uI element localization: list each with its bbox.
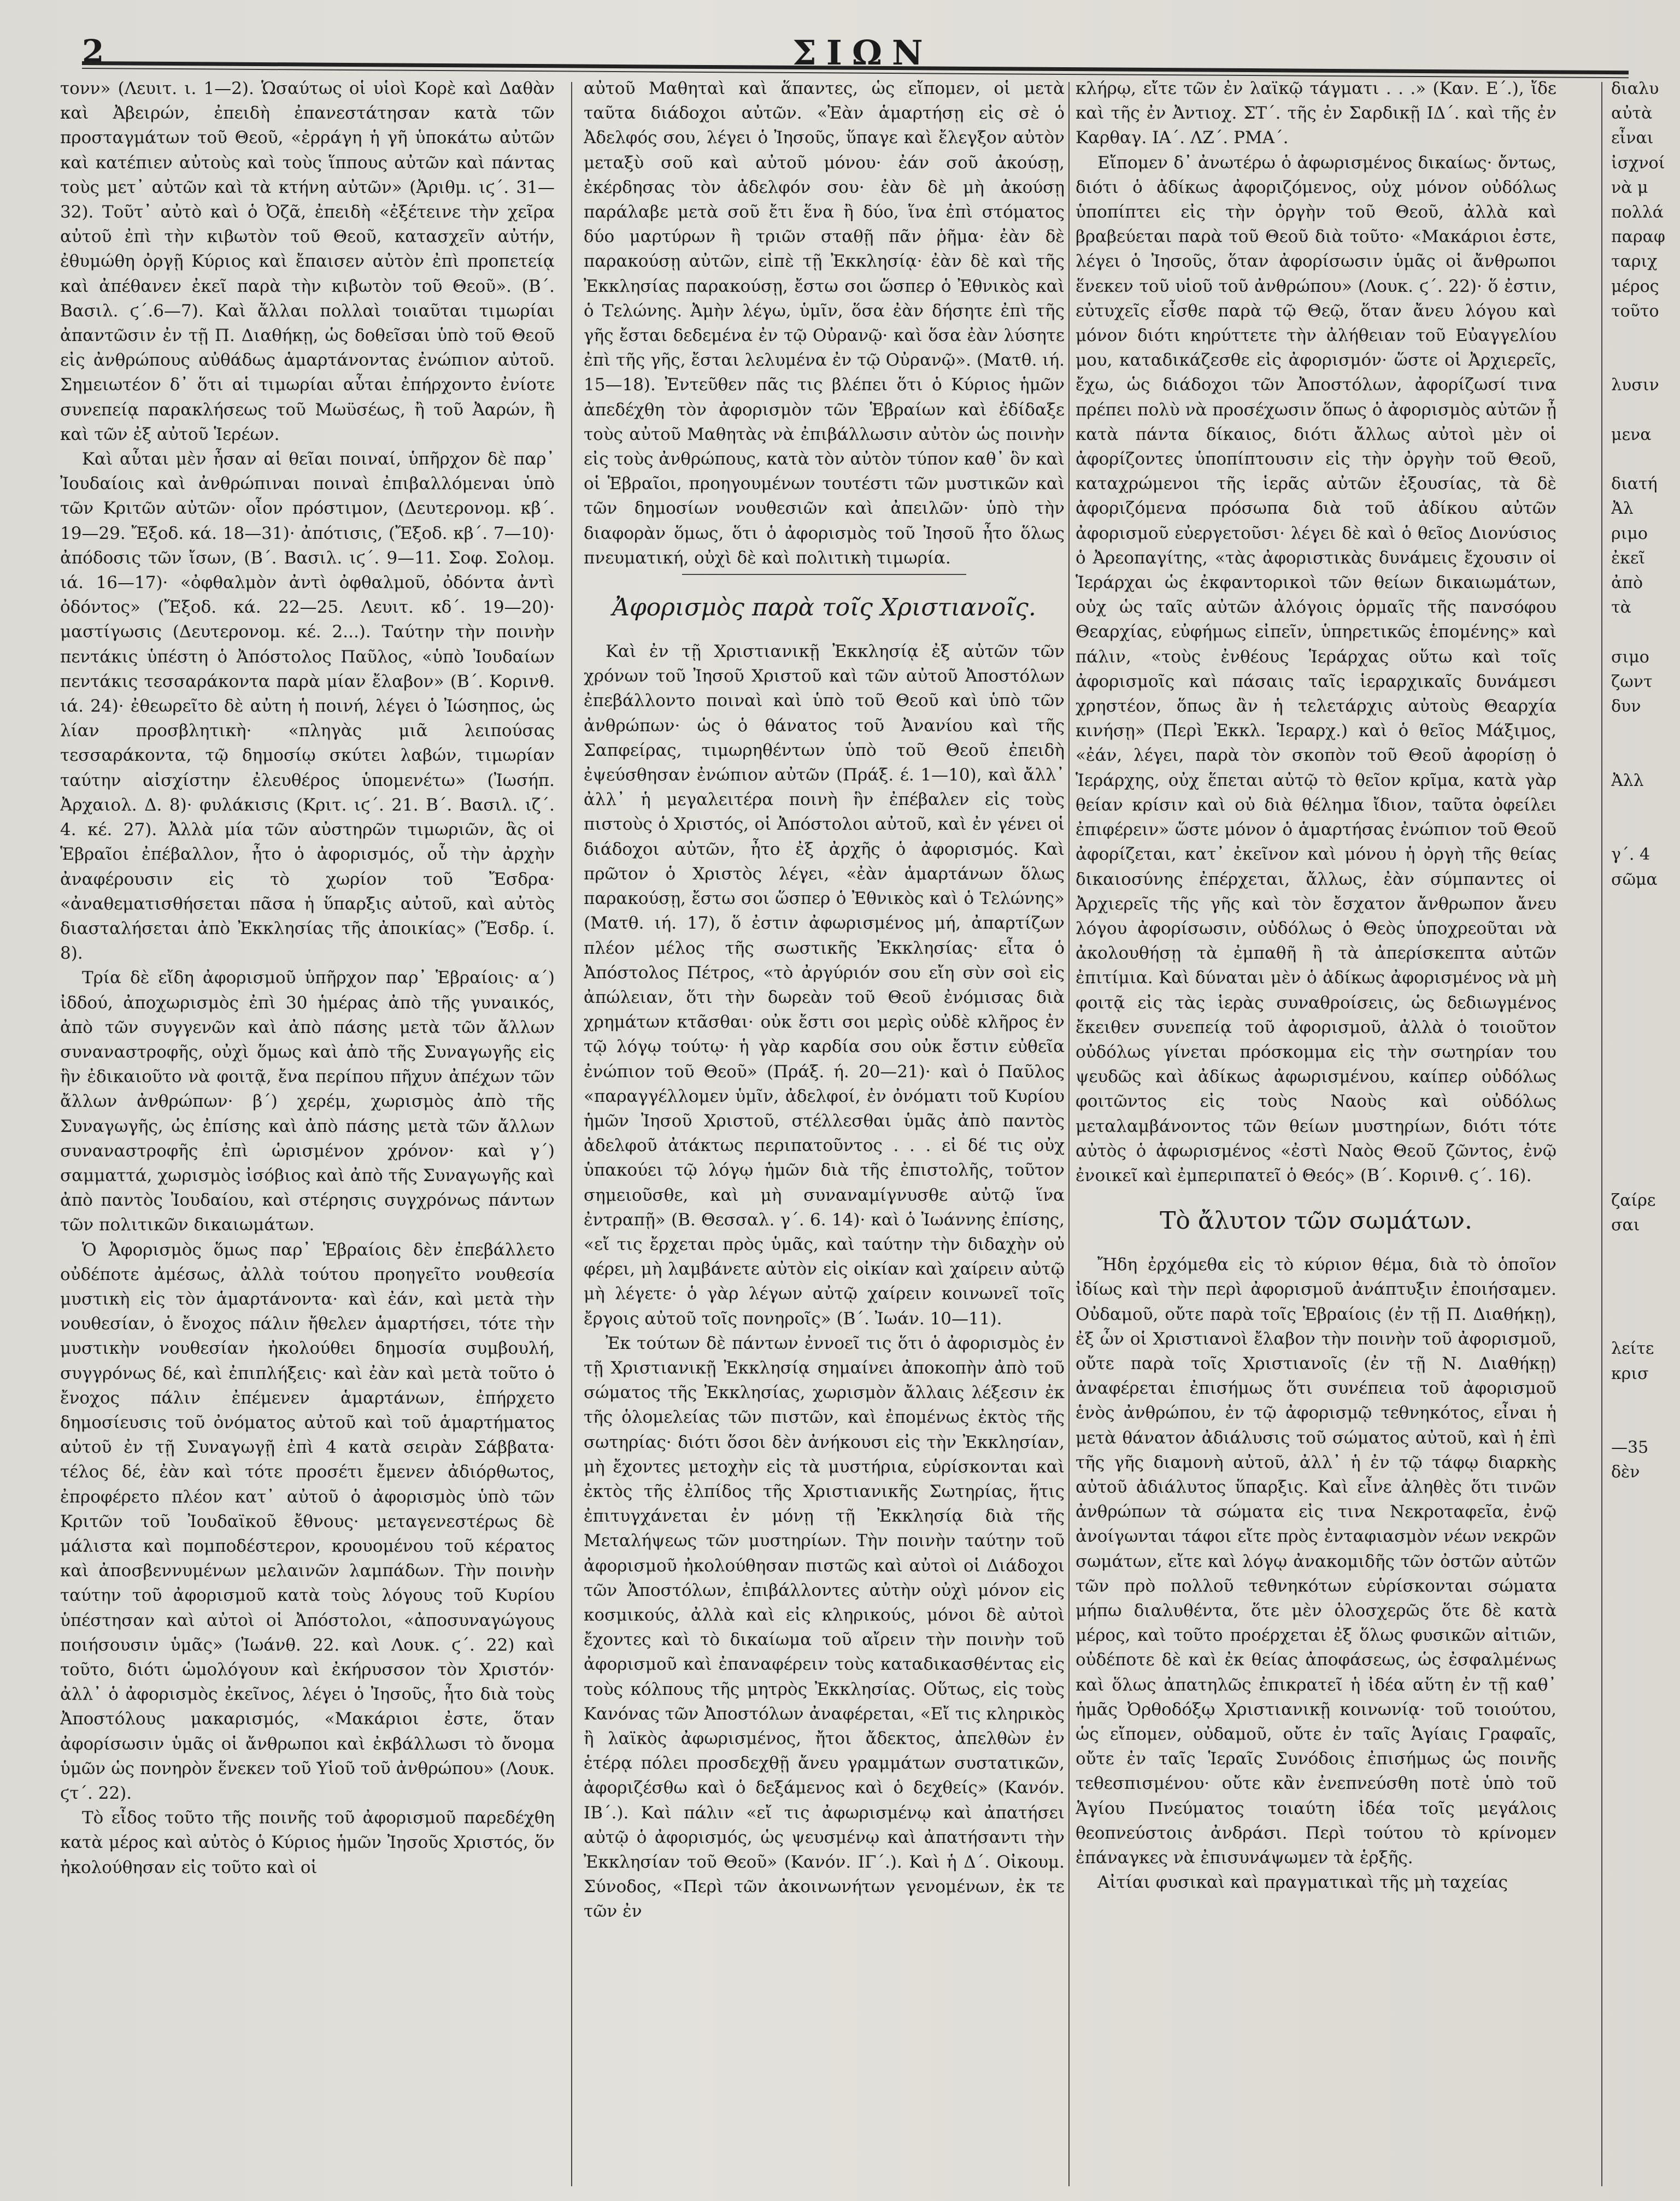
page-number: 2: [82, 33, 105, 70]
paragraph: Ἤδη ἐρχόμεθα εἰς τὸ κύριον θέμα, διὰ τὸ ὁποῖον ἰδίως καὶ τὴν περὶ ἀφορισμοῦ ἀνάπτυξιν ἐποιήσαμεν. Οὐδαμοῦ, οὔτε παρὰ τοῖς Ἑβραίοις (ἐν τῇ Π. Διαθήκῃ), ἐξ ὧν οἱ Χριστιανοὶ ἔλαβον τὴν ποινὴν τοῦ ἀφορισμοῦ, οὔτε παρὰ τοῖς Χριστιανοῖς (ἐν τῇ Ν. Διαθήκῃ) ἀναφέρεται ἐπισήμως ὅτι συνέπεια τοῦ ἀφορισμοῦ ἑνὸς ἀνθρώπου, ἐν τῷ ἀφορισμῷ τεθνηκότος, εἶναι ἡ μετὰ θάνατον ἀδιάλυσις τοῦ σώματος αὐτοῦ, καὶ ἡ ἐπὶ τῆς γῆς διαμονὴ αὐτοῦ, ἀλλ᾽ ἡ ἐν τῷ τάφῳ διαρκὴς αὐτοῦ ἀδιάλυτος ὕπαρξις. Καὶ εἶνε ἀληθὲς ὅτι τινῶν ἀνθρώπων τὰ σώματα εἰς τινα Νεκροταφεῖα, ἐνῷ ἀνοίγωνται τάφοι εἴτε πρὸς ἐνταφιασμὸν νέων νεκρῶν σωμάτων, εἴτε καὶ λόγῳ ἀνακομιδῆς τῶν ὀστῶν αὐτῶν τῶν πρὸ πολλοῦ τεθνηκότων εὑρίσκονται σώματα μήπω διαλυθέντα, ὅτε μὲν ὁλοσχερῶς ὅτε δὲ κατὰ μέρος, καὶ τοῦτο προέρχεται ἐξ ὅλως φυσικῶν αἰτιῶν, οὐδέποτε δὲ καὶ ἐκ θείας ἀποφάσεως, ὡς ἐσφαλμένως καὶ ὅλως ἀπατηλῶς ἐπικρατεῖ ἡ ἰδέα αὕτη ἐν τῇ καθ᾽ ἡμᾶς Ὀρθοδόξῳ Χριστιανικῇ κοινωνίᾳ· τοῦ τοιούτου, ὡς εἴπομεν, οὐδαμοῦ, οὔτε ἐν ταῖς Ἁγίαις Γραφαῖς, οὔτε ἐν ταῖς Ἱεραῖς Συνόδοις ἐπισήμως ὡς ποινῆς τεθεσπισμένου· οὔτε κἂν ἐνεπνεύσθη ποτὲ ὑπὸ τοῦ Ἁγίου Πνεύματος τοιαύτη ἰδέα τοῖς μεγάλοις θεοπνεύστοις ἀνδράσι. Περὶ τούτου τὸ κρίνομεν ἐπάναγκες νὰ ἐπισυνάψωμεν τὰ ἑρξῆς.: [1076, 1255, 1556, 1868]
partial-line: παραφ: [1611, 227, 1665, 247]
paragraph: Τὸ εἶδος τοῦτο τῆς ποινῆς τοῦ ἀφορισμοῦ παρεδέχθη κατὰ μέρος καὶ αὐτὸς ὁ Κύριος ἡμῶν Ἰησοῦς Χριστός, ὅν ἠκολούθησαν εἰς τοῦτο καὶ οἱ: [60, 1808, 555, 1877]
partial-line: μέρος: [1611, 277, 1659, 296]
partial-line: [1611, 447, 1680, 472]
partial-line: ριμο: [1611, 524, 1648, 543]
column-divider: [571, 82, 572, 2186]
paragraph: Καὶ ἐν τῇ Χριστιανικῇ Ἐκκλησίᾳ ἐξ αὐτῶν τῶν χρόνων τοῦ Ἰησοῦ Χριστοῦ καὶ τῶν αὐτοῦ Ἀποστόλων ἐπεβάλλοντο ποιναὶ καὶ ὑπὸ τοῦ Θεοῦ καὶ ὑπὸ τῶν ἀνθρώπων· ὡς ὁ θάνατος τοῦ Ἀνανίου καὶ τῆς Σαπφείρας, τιμωρηθέντων ὑπὸ τοῦ Θεοῦ ἐπειδὴ ἐψεύσθησαν ἐνώπιον αὐτῶν (Πράξ. έ. 1—10), καὶ ἄλλ᾽ ἀλλ᾽ ἡ μεγαλειτέρα ποινὴ ἣν ἐπέβαλεν εἰς τοὺς πιστοὺς ὁ Χριστός, οἱ Ἀπόστολοι αὐτοῦ, καὶ ἐν γένει οἱ διάδοχοι αὐτῶν, ἦτο ἐξ ἀρχῆς ὁ ἀφορισμός. Καὶ πρῶτον ὁ Χριστὸς λέγει, «ἐὰν ἁμαρτάνων ὅλως παρακούσῃ, ἔστω σοι ὥσπερ ὁ Ἐθνικὸς καὶ ὁ Τελώνης» (Ματθ. ιή. 17), ὅ ἐστιν ἀφωρισμένος μή, ἀπαρτίζων πλέον μέλος τῆς σωστικῆς Ἐκκλησίας· εἶτα ὁ Ἀπόστολος Πέτρος, «τὸ ἀργύριόν σου εἴη σὺν σοὶ εἰς ἀπώλειαν, ὅτι τὴν δωρεὰν τοῦ Θεοῦ ἐνόμισας διὰ χρημάτων κτᾶσθαι· οὐκ ἔστι σοι μερὶς οὐδὲ κλῆρος ἐν τῷ λόγῳ τούτῳ· ἡ γὰρ καρδία σου οὐκ ἔστιν εὐθεῖα ἐνώπιον τοῦ Θεοῦ» (Πράξ. ή. 20—21)· καὶ ὁ Παῦλος «παραγγέλλομεν ὑμῖν, ἀδελφοί, ἐν ὀνόματι τοῦ Κυρίου ἡμῶν Ἰησοῦ Χριστοῦ, στέλλεσθαι ὑμᾶς ἀπὸ παντὸς ἀδελφοῦ ἀτάκτως περιπατοῦντος . . . εἰ δέ τις οὐχ ὑπακούει τῷ λόγῳ ἡμῶν διὰ τῆς ἐπιστολῆς, τοῦτον σημειοῦσθε, καὶ μὴ συναναμίγνυσθε αὐτῷ ἵνα ἐντραπῇ» (Β. Θεσσαλ. γ΄. 6. 14)· καὶ ὁ Ἰωάννης ἐπίσης, «εἴ τις ἔρχεται πρὸς ὑμᾶς, καὶ ταύτην τὴν διδαχὴν οὐ φέρει, μὴ λαμβάνετε αὐτὸν εἰς οἰκίαν καὶ χαίρειν αὐτῷ μὴ λέγετε· ὁ γὰρ λέγων αὐτῷ χαίρειν κοινωνεῖ τοῖς ἔργοις αὐτοῦ τοῖς πονηροῖς» (Β΄. Ἰωάν. 10—11).: [584, 642, 1065, 1329]
column-4-partial: [1611, 77, 1680, 2186]
partial-line: ἰσχνοί: [1611, 153, 1665, 173]
partial-line: γ΄. 4: [1611, 845, 1650, 865]
partial-line: ζωντ: [1611, 672, 1653, 691]
partial-line: [1611, 1411, 1680, 1435]
column-divider: [1601, 82, 1602, 2186]
partial-line: διαλυ: [1611, 79, 1659, 98]
paragraph: τονν» (Λευιτ. ι. 1—2). Ὡσαύτως οἱ υἱοὶ Κορὲ καὶ Δαθὰν καὶ Ἀβειρών, ἐπειδὴ ἐπανεστάτησαν κατὰ τῶν προσταγμάτων τοῦ Θεοῦ, «ἐρράγη ἡ γῆ ὑποκάτω αὐτῶν καὶ κατέπιεν αὐτοὺς καὶ τοὺς ἵππους αὐτῶν καὶ πάντας τοὺς μετ᾽ αὐτῶν καὶ τὰ κτήνη αὐτῶν» (Ἀριθμ. ιϛ΄. 31—32). Τοῦτ᾽ αὐτὸ καὶ ὁ Ὀζᾶ, ἐπειδὴ «ἐξέτεινε τὴν χεῖρα αὐτοῦ ἐπὶ τὴν κιβωτὸν τοῦ Θεοῦ, κατασχεῖν αὐτήν, ἐθυμώθη ὀργῇ Κύριος καὶ ἔπαισεν αὐτὸν ἐπὶ προπετείᾳ καὶ ἀπέθανεν ἐκεῖ παρὰ τὴν κιβωτὸν τοῦ Θεοῦ». (Β΄. Βασιλ. ϛ΄.6—7). Καὶ ἄλλαι πολλαὶ τοιαῦται τιμωρίαι ἀπαντῶσιν ἐν τῇ Π. Διαθήκῃ, ὡς δοθεῖσαι ὑπὸ τοῦ Θεοῦ εἰς ἀνθρώπους αὐθάδως ἁμαρτάνοντας ἐνώπιον αὐτοῦ. Σημειωτέον δ᾽ ὅτι αἱ τιμωρίαι αὗται ἐπήρχοντο ἐνίοτε συνεπείᾳ παρακλήσεως τοῦ Μωϋσέως, ἢ τοῦ Ἀαρών, ἢ καὶ τῶν ἐξ αὐτοῦ Ἱερέων.: [60, 79, 555, 444]
partial-line: πολλά: [1611, 203, 1664, 222]
partial-line: [1611, 1040, 1680, 1065]
partial-line: [1611, 1312, 1680, 1336]
partial-line: [1611, 398, 1680, 422]
partial-line: [1611, 818, 1680, 842]
paragraph: Ἐκ τούτων δὲ πάντων ἐννοεῖ τις ὅτι ὁ ἀφορισμὸς ἐν τῇ Χριστιανικῇ Ἐκκλησίᾳ σημαίνει ἀποκοπὴν ἀπὸ τοῦ σώματος τῆς Ἐκκλησίας, χωρισμὸν ἄλλαις λέξεσιν ἐκ τῆς ὁλομελείας τῶν πιστῶν, καὶ ἐπομένως ἐκτὸς τῆς σωτηρίας· διότι ὅσοι δὲν ἀνήκουσι εἰς τὴν Ἐκκλησίαν, μὴ ἔχοντες μετοχὴν εἰς τὰ μυστήρια, εὑρίσκονται καὶ ἐκτὸς τῆς ἐλπίδος τῆς Χριστιανικῆς Σωτηρίας, ἥτις ἐπιτυγχάνεται ἐν μόνῃ τῇ Ἐκκλησίᾳ διὰ τῆς Μεταλήψεως τῶν μυστηρίων. Τὴν ποινὴν ταύτην τοῦ ἀφορισμοῦ ἠκολούθησαν πιστῶς καὶ αὐτοὶ οἱ Διάδοχοι τῶν Ἀποστόλων, ἐπιβάλλοντες αὐτὴν οὐχὶ μόνον εἰς κοσμικούς, ἀλλὰ καὶ εἰς κληρικούς, μόνοι δὲ αὐτοὶ ἔχοντες καὶ τὸ δικαίωμα τοῦ αἴρειν τὴν ποινὴν τοῦ ἀφορισμοῦ καὶ ἐπαναφέρειν τοὺς καταδικασθέντας εἰς τοὺς κόλπους τῆς μητρὸς Ἐκκλησίας. Οὕτως, εἰς τοὺς Κανόνας τῶν Ἀποστόλων ἀναφέρεται, «Εἴ τις κληρικὸς ἢ λαϊκὸς ἀφωρισμένος, ἤτοι ἄδεκτος, ἀπελθὼν ἐν ἑτέρᾳ πόλει προσδεχθῇ ἄνευ γραμμάτων συστατικῶν, ἀφοριζέσθω καὶ ὁ δεξάμενος καὶ ὁ δεχθείς» (Κανόν. ΙΒ΄.). Καὶ πάλιν «εἴ τις ἀφωρισμένῳ καὶ ἀπατήσει αὐτῷ ὁ ἀφορισμός, ὡς ψευσμένῳ καὶ ἀπατήσαντι τὴν Ἐκκλησίαν τοῦ Θεοῦ» (Κανόν. ΙΓ΄.). Καὶ ἡ Δ΄. Οἰκουμ. Σύνοδος, «Περὶ τῶν ἀκοινωνήτων γενομένων, ἐκ τε τῶν ἐν: [584, 1333, 1065, 1922]
partial-line: [1611, 966, 1680, 990]
partial-line: τοῦτο: [1611, 301, 1659, 321]
section-rule: [682, 574, 966, 575]
partial-line: νὰ μ: [1611, 178, 1648, 197]
partial-line: μενα: [1611, 425, 1652, 444]
section-heading: Ἀφορισμὸς παρὰ τοῖς Χριστιανοῖς.: [612, 594, 1036, 622]
partial-line: [1611, 941, 1680, 966]
column-divider: [1068, 82, 1070, 2186]
partial-line: [1611, 1238, 1680, 1263]
paragraph: αὐτοῦ Μαθηταὶ καὶ ἅπαντες, ὡς εἴπομεν, οἱ μετὰ ταῦτα διάδοχοι αὐτῶν. «Ἐὰν ἁμαρτήσῃ εἰς σὲ ὁ Ἀδελφός σου, λέγει ὁ Ἰησοῦς, ὕπαγε καὶ ἔλεγξον αὐτὸν μεταξὺ σοῦ καὶ αὐτοῦ μόνου· ἐάν σοῦ ἀκούσῃ, ἐκέρδησας τὸν ἀδελφόν σου· ἐὰν δὲ μὴ ἀκούσῃ παράλαβε μετὰ σοῦ ἔτι ἕνα ἢ δύο, ἵνα ἐπὶ στόματος δύο μαρτύρων ἢ τριῶν σταθῇ πᾶν ῥῆμα· ἐὰν δὲ παρακούσῃ αὐτῶν, εἰπὲ τῇ Ἐκκλησίᾳ· ἐὰν δὲ καὶ τῆς Ἐκκλησίας παρακούσῃ, ἔστω σοι ὥσπερ ὁ Ἐθνικὸς καὶ ὁ Τελώνης. Ἀμὴν λέγω, ὑμῖν, ὅσα ἐὰν δήσητε ἐπὶ τῆς γῆς ἔσται δεδεμένα ἐν τῷ Οὐρανῷ· καὶ ὅσα ἐὰν λύσητε ἐπὶ τῆς γῆς, ἔσται λελυμένα ἐν τῷ Οὐρανῷ». (Ματθ. ιή. 15—18). Ἐντεῦθεν πᾶς τις βλέπει ὅτι ὁ Κύριος ἡμῶν ἀπεδέχθη τὸν ἀφορισμὸν τῶν Ἑβραίων καὶ ἐδίδαξε τοὺς αὐτοῦ Μαθητὰς νὰ ἐπιβάλλωσιν αὐτὸν ὡς ποινὴν εἰς τοὺς ἀνθρώπους, κατὰ τὸν αὐτὸν τύπον καθ᾽ ὃν καὶ οἱ Ἑβραῖοι, προηγουμένων τουτέστι τῶν μυστικῶν καὶ τῶν δημοσίων νουθεσιῶν καὶ ἀπειλῶν· ὑπὸ τὴν διαφορὰν ὅμως, ὅτι ὁ ἀφορισμὸς τοῦ Ἰησοῦ ἦτο ὅλως πνευματική, οὐχὶ δὲ καὶ πολιτικὴ τιμωρία.: [584, 79, 1065, 568]
paragraph: Εἴπομεν δ᾽ ἀνωτέρω ὁ ἀφωρισμένος δικαίως· ὄντως, διότι ὁ ἀδίκως ἀφοριζόμενος, οὐχ μόνον οὐδόλως ὑποπίπτει εἰς τὴν ὀργὴν τοῦ Θεοῦ, ἀλλὰ καὶ βραβεύεται παρὰ τοῦ Θεοῦ διὰ τοῦτο· «Μακάριοι ἐστε, λέγει ὁ Ἰησοῦς, ὅταν ἀφορίσωσιν ὑμᾶς οἱ ἄνθρωποι ἕνεκεν τοῦ υἱοῦ τοῦ ἀνθρώπου» (Λουκ. ϛ΄. 22)· ὅ ἐστιν, εὐτυχεῖς εἶσθε παρὰ τῷ Θεῷ, ὅταν ἄνευ λόγου καὶ μόνον διότι κηρύττετε τὴν ἀλήθειαν τοῦ Εὐαγγελίου μου, καταδικάζεσθε εἰς ἀφορισμόν· ὥστε οἱ Ἀρχιερεῖς, ἔχω, ὡς διάδοχοι τῶν Ἀποστόλων, ἀφορίζωσί τινα πρέπει πολὺ νὰ προσέχωσιν ὅπως ὁ ἀφορισμὸς αὐτῶν ᾖ κατὰ πάντα δίκαιος, διότι ἄλλως αὐτοὶ μὲν οἱ ἀφορίζοντες ὑποπίπτουσιν εἰς τὴν ὀργὴν τοῦ Θεοῦ, καταχρώμενοι τῆς ἱερᾶς αὐτῶν ἐξουσίας, τὰ δὲ ἀφοριζόμενα πρόσωπα διὰ τοῦ ἀδίκου αὐτῶν ἀφορισμοῦ εὐεργετοῦσι· λέγει δὲ καὶ ὁ θεῖος Διονύσιος ὁ Ἀρεοπαγίτης, «τὰς ἀφοριστικὰς δυνάμεις ἔχουσιν οἱ Ἱεράρχαι ὡς ἐκφαντορικοὶ τῶν θείων δικαιωμάτων, οὐχ ὡς ταῖς αὐτῶν ἀλόγοις ὁρμαῖς τῆς πανσόφου Θεαρχίας, εὐφήμως εἰπεῖν, ὑπηρετικῶς ἑπομένης» καὶ πάλιν, «τοὺς ἐνθέους Ἱεράρχας οὕτω καὶ τοῖς ἀφορισμοῖς καὶ πάσαις ταῖς ἱεραρχικαῖς δυνάμεσι χρηστέον, ὅπως ἂν ἡ τελετάρχις αὐτοὺς Θεαρχία κινήσῃ» (Περὶ Ἐκκλ. Ἱεραρχ.) καὶ ὁ θεῖος Μάξιμος, «ἐάν, λέγει, παρὰ τὸν σκοπὸν τοῦ Θεοῦ ἀφορίσῃ ὁ Ἱεράρχης, οὐχ ἕπεται αὐτῷ τὸ θεῖον κρῖμα, κατὰ γὰρ θείαν κρίσιν καὶ οὐ διὰ θέλημα ἴδιον, ταῦτα ὀφείλει ἐπιφέρειν» ὥστε μόνον ὁ ἁμαρτήσας ἐνώπιον τοῦ Θεοῦ ἀφορίζεται, κατ᾽ ἐκεῖνον καὶ μόνου ἡ ὀργὴ τῆς θείας δικαιοσύνης ἐπέρχεται, ἄλλως, ἐὰν σύμπαντες οἱ Ἀρχιερεῖς τῆς γῆς καὶ τὸν ἔσχατον ἄνθρωπον ἄνευ λόγου ἀφορίσωσιν, οὐδόλως ὁ Θεὸς ὑποχρεοῦται νὰ ἀκολουθήσῃ τὰ ἐμπαθῆ ἢ τὰ ἀπερίσκεπτα αὐτῶν ἐπιτίμια. Καὶ δύναται μὲν ὁ ἀδίκως ἀφορισμένος νὰ μὴ φοιτᾷ εἰς τὰς ἱερὰς συναθροίσεις, ὡς δεδιωγμένος ἔκειθεν συνεπείᾳ τοῦ ἀφορισμοῦ, ἀλλὰ ὁ τοιοῦτον οὐδόλως γίνεται πρόσκομμα εἰς τὴν σωτηρίαν του ψευδῶς καὶ ἀδίκως ἀφωρισμένου, καίπερ οὐδόλως φοιτῶντος εἰς τοὺς Ναοὺς καὶ οὐδόλως μεταλαμβάνοντος τῶν θείων μυστηρίων, διότι τότε αὐτὸς ὁ ἀφωρισμένος «ἐστὶ Ναὸς Θεοῦ ζῶντος, ἐνῷ ἐνοικεῖ καὶ ἐμπεριπατεῖ ὁ Θεός» (Β΄. Κορινθ. ϛ΄. 16).: [1076, 152, 1556, 1185]
partial-line: ἀπὸ: [1611, 573, 1643, 593]
partial-line: [1611, 743, 1680, 768]
partial-line: τὰ: [1611, 598, 1631, 618]
partial-line: σῶμα: [1611, 870, 1658, 889]
partial-line: [1611, 1139, 1680, 1164]
partial-line: [1611, 620, 1680, 644]
partial-line: σαι: [1611, 1216, 1640, 1235]
partial-line: [1611, 1287, 1680, 1312]
partial-line: Ἀλλ: [1611, 771, 1644, 790]
partial-line: λυσιν: [1611, 375, 1659, 395]
partial-line: εἶναι: [1611, 128, 1654, 148]
partial-line: [1611, 1164, 1680, 1188]
partial-line: Ἀλ: [1611, 499, 1634, 519]
paragraph: Ὁ Ἀφορισμὸς ὅμως παρ᾽ Ἑβραίοις δὲν ἐπεβάλλετο οὐδέποτε ἀμέσως, ἀλλὰ τούτου προηγεῖτο νουθεσία μυστικὴ εἰς τὸν ἁμαρτάνοντα· καὶ ἐάν, καὶ μετὰ τὴν νουθεσίαν, ὁ ἔνοχος πάλιν ἤθελεν ἁμαρτήσει, τότε τὴν μυστικὴν νουθεσίαν ἠκολούθει δημοσία συμβουλή, συγγρόνως δέ, καὶ ἐπιπλήξεις· καὶ ἐὰν καὶ μετὰ τοῦτο ὁ ἔνοχος πάλιν ἐπέμενεν ἁμαρτάνων, ἐπήρχετο δημοσίευσις τοῦ ὀνόματος αὐτοῦ καὶ τοῦ ἁμαρτήματος αὐτοῦ ἐν τῇ Συναγωγῇ ἐπὶ 4 κατὰ σειρὰν Σάββατα· τέλος δέ, ἐὰν καὶ τότε προσέτι ἔμενεν ἀδιόρθωτος, ἐπροφέρετο πλέον κατ᾽ αὐτοῦ ὁ ἀφορισμὸς ὑπὸ τῶν Κριτῶν τοῦ Ἰουδαϊκοῦ ἔθνους· μεταγενεστέρως δὲ μάλιστα καὶ πομποδέστερον, κρουομένου τοῦ κέρατος καὶ ἀποσβεννυμένων μελαινῶν λαμπάδων. Τὴν ποινὴν ταύτην τοῦ ἀφορισμοῦ κατὰ τοὺς λόγους τοῦ Κυρίου ὑπέστησαν καὶ αὐτοὶ οἱ Ἀπόστολοι, «ἀποσυναγώγους ποιήσουσιν ὑμᾶς» (Ἰωάνθ. 22. καὶ Λουκ. ϛ΄. 22) καὶ τοῦτο, διότι ὡμολόγουν καὶ ἐκήρυσσον τὸν Χριστόν· ἀλλ᾽ ὁ ἀφορισμὸς ἐκεῖνος, λέγει ὁ Ἰησοῦς, ἦτο διὰ τοὺς Ἀποστόλους μακαρισμός, «Μακάριοι ἐστε, ὅταν ἀφορίσωσιν ὑμᾶς οἱ ἄνθρωποι καὶ ἐκβάλλωσι τὸ ὄνομα ὑμῶν ὡς πονηρὸν ἕνεκεν τοῦ Υἱοῦ τοῦ ἀνθρώπου» (Λουκ. ϛτ΄. 22).: [60, 1240, 555, 1804]
partial-line: [1611, 1114, 1680, 1139]
partial-line: [1611, 719, 1680, 743]
paragraph: Αἰτίαι φυσικαὶ καὶ πραγματικαὶ τῆς μὴ ταχείας: [1097, 1873, 1508, 1893]
partial-line: διατή: [1611, 474, 1658, 494]
partial-line: [1611, 1386, 1680, 1411]
paragraph: Καὶ αὗται μὲν ἦσαν αἱ θεῖαι ποιναί, ὑπῆρχον δὲ παρ᾽ Ἰουδαίοις καὶ ἀνθρώπιναι ποιναὶ ἐπιβαλλόμεναι ὑπὸ τῶν Κριτῶν αὐτῶν· οἷον πρόστιμον, (Δευτερονομ. κβ΄. 19—29. Ἔξοδ. κά. 18—31)· ἀπότισις, (Ἔξοδ. κβ΄. 7—10)· ἀπόδοσις τῶν ἴσων, (Β΄. Βασιλ. ιϛ΄. 9—11. Σοφ. Σολομ. ιά. 16—17)· «ὀφθαλμὸν ἀντὶ ὀφθαλμοῦ, ὀδόντα ἀντὶ ὀδόντος» (Ἔξοδ. κά. 22—25. Λευιτ. κδ΄. 19—20)· μαστίγωσις (Δευτερονομ. κέ. 2...). Ταύτην τὴν ποινὴν πεντάκις ὑπέστη ὁ Ἀπόστολος Παῦλος, «ὑπὸ Ἰουδαίων πεντάκις τεσσαράκοντα παρὰ μίαν ἔλαβον» (Β΄. Κορινθ. ιά. 24)· ἐθεωρεῖτο δὲ αὐτη ἡ ποινή, λέγει ὁ Ἰώσηπος, ὡς λίαν προσβλητικὴ· «πληγὰς μιᾶ λειπούσας τεσσαράκοντα, τῷ δημοσίῳ σκύτει λαβών, τιμωρίαν ταύτην αἰσχίστην ἐλευθέρος ὑπομενέτω» (Ἰωσήπ. Ἀρχαιολ. Δ. 8)· φυλάκισις (Κριτ. ιϛ΄. 21. Β΄. Βασιλ. ιζ΄. 4. κέ. 27). Ἀλλὰ μία τῶν αὐστηρῶν τιμωριῶν, ἃς οἱ Ἑβραῖοι ἐπέβαλλον, ἦτο ὁ ἀφορισμός, οὗ τὴν ἀρχὴν ἀναφέρουσιν εἰς τὸ χωρίον τοῦ Ἔσδρα· «ἀναθεματισθήσεται πᾶσα ἡ ὕπαρξις αὐτοῦ, καὶ αὐτὸς διασταλήσεται ἀπὸ Ἐκκλησίας τῆς ἀποικίας» (Ἔσδρ. ί. 8).: [60, 449, 555, 964]
section-heading: Τὸ ἄλυτον τῶν σωμάτων.: [1160, 1207, 1472, 1235]
partial-line: ζαίρε: [1611, 1191, 1656, 1211]
partial-line: [1611, 1065, 1680, 1089]
column-1: [60, 77, 555, 2186]
partial-line: [1611, 1263, 1680, 1287]
column-3: [1076, 77, 1556, 2186]
partial-line: αὐτὰ: [1611, 104, 1653, 124]
partial-line: [1611, 1089, 1680, 1114]
partial-line: [1611, 991, 1680, 1016]
partial-line: λείτε: [1611, 1339, 1654, 1359]
partial-line: [1611, 1016, 1680, 1040]
column-2: [584, 77, 1065, 2186]
partial-line: δὲν: [1611, 1463, 1640, 1482]
partial-line: σιμο: [1611, 647, 1649, 667]
partial-line: ἐκεῖ: [1611, 548, 1646, 568]
partial-line: —35: [1611, 1438, 1649, 1458]
partial-line: [1611, 892, 1680, 917]
partial-line: ταριχ: [1611, 252, 1658, 272]
partial-line: κρισ: [1611, 1364, 1649, 1383]
masthead-title: ΣΙΩΝ: [792, 33, 933, 73]
partial-line: δυν: [1611, 697, 1641, 717]
partial-line: [1611, 348, 1680, 373]
partial-line: [1611, 917, 1680, 941]
paragraph: Τρία δὲ εἴδη ἀφορισμοῦ ὑπῆρχον παρ᾽ Ἑβραίοις· α΄) ἰδδού, ἀποχωρισμὸς ἐπὶ 30 ἡμέρας ἀπὸ τῆς γυναικός, ἀπὸ τῶν συγγενῶν καὶ ἀπὸ πάσης μετὰ τῶν ἄλλων συναναστροφῆς, οὐχὶ ὅμως καὶ ἀπὸ τῆς Συναγωγῆς εἰς ἣν ἐδικαιοῦτο νὰ φοιτᾷ, ἔνα περίπου πῆχυν ἀπέχων τῶν ἄλλων ἀνθρώπων· β΄) χερέμ, χωρισμὸς ἀπὸ τῆς Συναγωγῆς, ὡς ἐπίσης καὶ ἀπὸ πάσης μετὰ τῶν ἄλλων συναναστροφῆς ἐπὶ ὡρισμένον χρόνον· καὶ γ΄) σαμματτά, χωρισμὸς ἰσόβιος καὶ ἀπὸ τῆς Συναγωγῆς καὶ ἀπὸ παντὸς Ἰουδαίου, καὶ στέρησις συγχρόνως πάντων τῶν πολιτικῶν δικαιωμάτων.: [60, 968, 555, 1235]
partial-line: [1611, 793, 1680, 818]
paragraph: κλήρῳ, εἴτε τῶν ἐν λαϊκῷ τάγματι . . .» (Καν. Ε΄.), ἴδε καὶ τῆς ἐν Ἀντιοχ. ΣΤ΄. τῆς ἐν Σαρδικῇ ΙΔ΄. καὶ τῆς ἐν Καρθαγ. ΙΑ΄. ΛΖ΄. ΡΜΑ΄.: [1076, 79, 1556, 148]
partial-line: [1611, 324, 1680, 348]
